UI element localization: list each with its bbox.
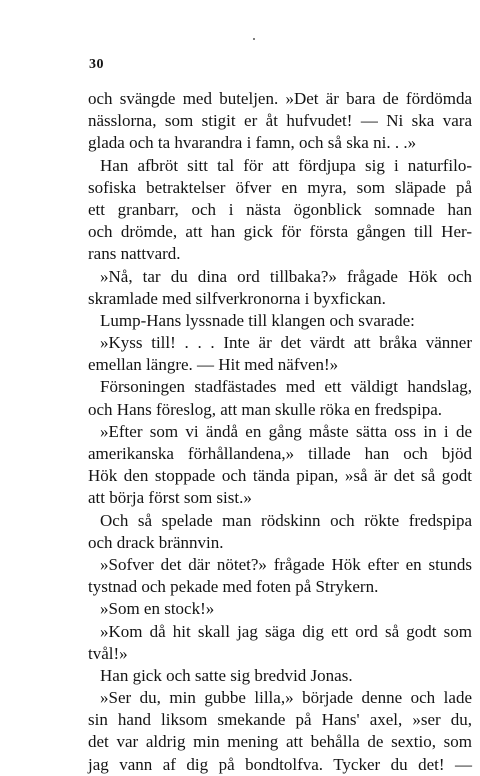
text-line: jag vann af dig på bondtolfva. Tycker du det! — <box>88 754 472 774</box>
text-line: »Ser du, min gubbe lilla,» började denne och lade <box>100 688 472 708</box>
text-line: »Nå, tar du dina ord tillbaka?» frågade Hök och <box>100 266 472 286</box>
text-line: att börja först som sist.» <box>88 488 252 508</box>
text-line: Hök den stoppade och tända pipan, »så är det så godt <box>88 466 472 486</box>
text-line: Han afbröt sitt tal för att fördjupa sig i naturfilo- <box>100 155 472 175</box>
text-line: Försoningen stadfästades med ett väldigt handslag, <box>100 377 472 397</box>
text-line: sofiska betraktelser öfver en myra, som släpade på <box>88 177 472 197</box>
text-line: tvål!» <box>88 643 128 663</box>
text-line: »Kyss till! . . . Inte är det värdt att bråka vänner <box>100 333 472 353</box>
text-line: »Kom då hit skall jag säga dig ett ord så godt som <box>100 621 472 641</box>
body-text <box>88 88 472 776</box>
text-line: Och så spelade man rödskinn och rökte fredspipa <box>100 510 472 530</box>
text-line: tystnad och pekade med foten på Strykern. <box>88 577 379 597</box>
page-number: 30 <box>89 57 104 72</box>
text-line: och drack brännvin. <box>88 532 224 552</box>
text-line: ett granbarr, och i nästa ögonblick somnade han <box>88 199 472 219</box>
text-line: »Som en stock!» <box>100 599 215 619</box>
text-line: det var aldrig min mening att behålla de sextio, som <box>88 732 472 752</box>
ink-speck <box>253 38 255 40</box>
text-line: »Efter som vi ändå en gång måste sätta oss in i de <box>100 421 472 441</box>
text-line: och Hans föreslog, att man skulle röka en fredspipa. <box>88 399 443 419</box>
text-line: sin hand liksom smekande på Hans' axel, »ser du, <box>88 710 472 730</box>
text-line: Lump-Hans lyssnade till klangen och svarade: <box>100 310 415 330</box>
text-line: emellan längre. — Hit med näfven!» <box>88 355 339 375</box>
text-line: glada och ta hvarandra i famn, och så ska ni. . .» <box>88 133 417 153</box>
text-line: nässlorna, som stigit er åt hufvudet! — Ni ska vara <box>88 111 472 131</box>
text-line: och drömde, att han gick för första gången till Her- <box>88 222 472 242</box>
text-line: »Sofver det där nötet?» frågade Hök efter en stunds <box>100 554 472 574</box>
text-line: och svängde med buteljen. »Det är bara de fördömda <box>88 89 472 108</box>
text-line: Han gick och satte sig bredvid Jonas. <box>100 665 353 685</box>
text-line: skramlade med silfverkronorna i byxfickan. <box>88 288 386 308</box>
text-line: amerikanska förhållandena,» tillade han och bjöd <box>88 444 472 463</box>
text-line: rans nattvard. <box>88 244 181 264</box>
